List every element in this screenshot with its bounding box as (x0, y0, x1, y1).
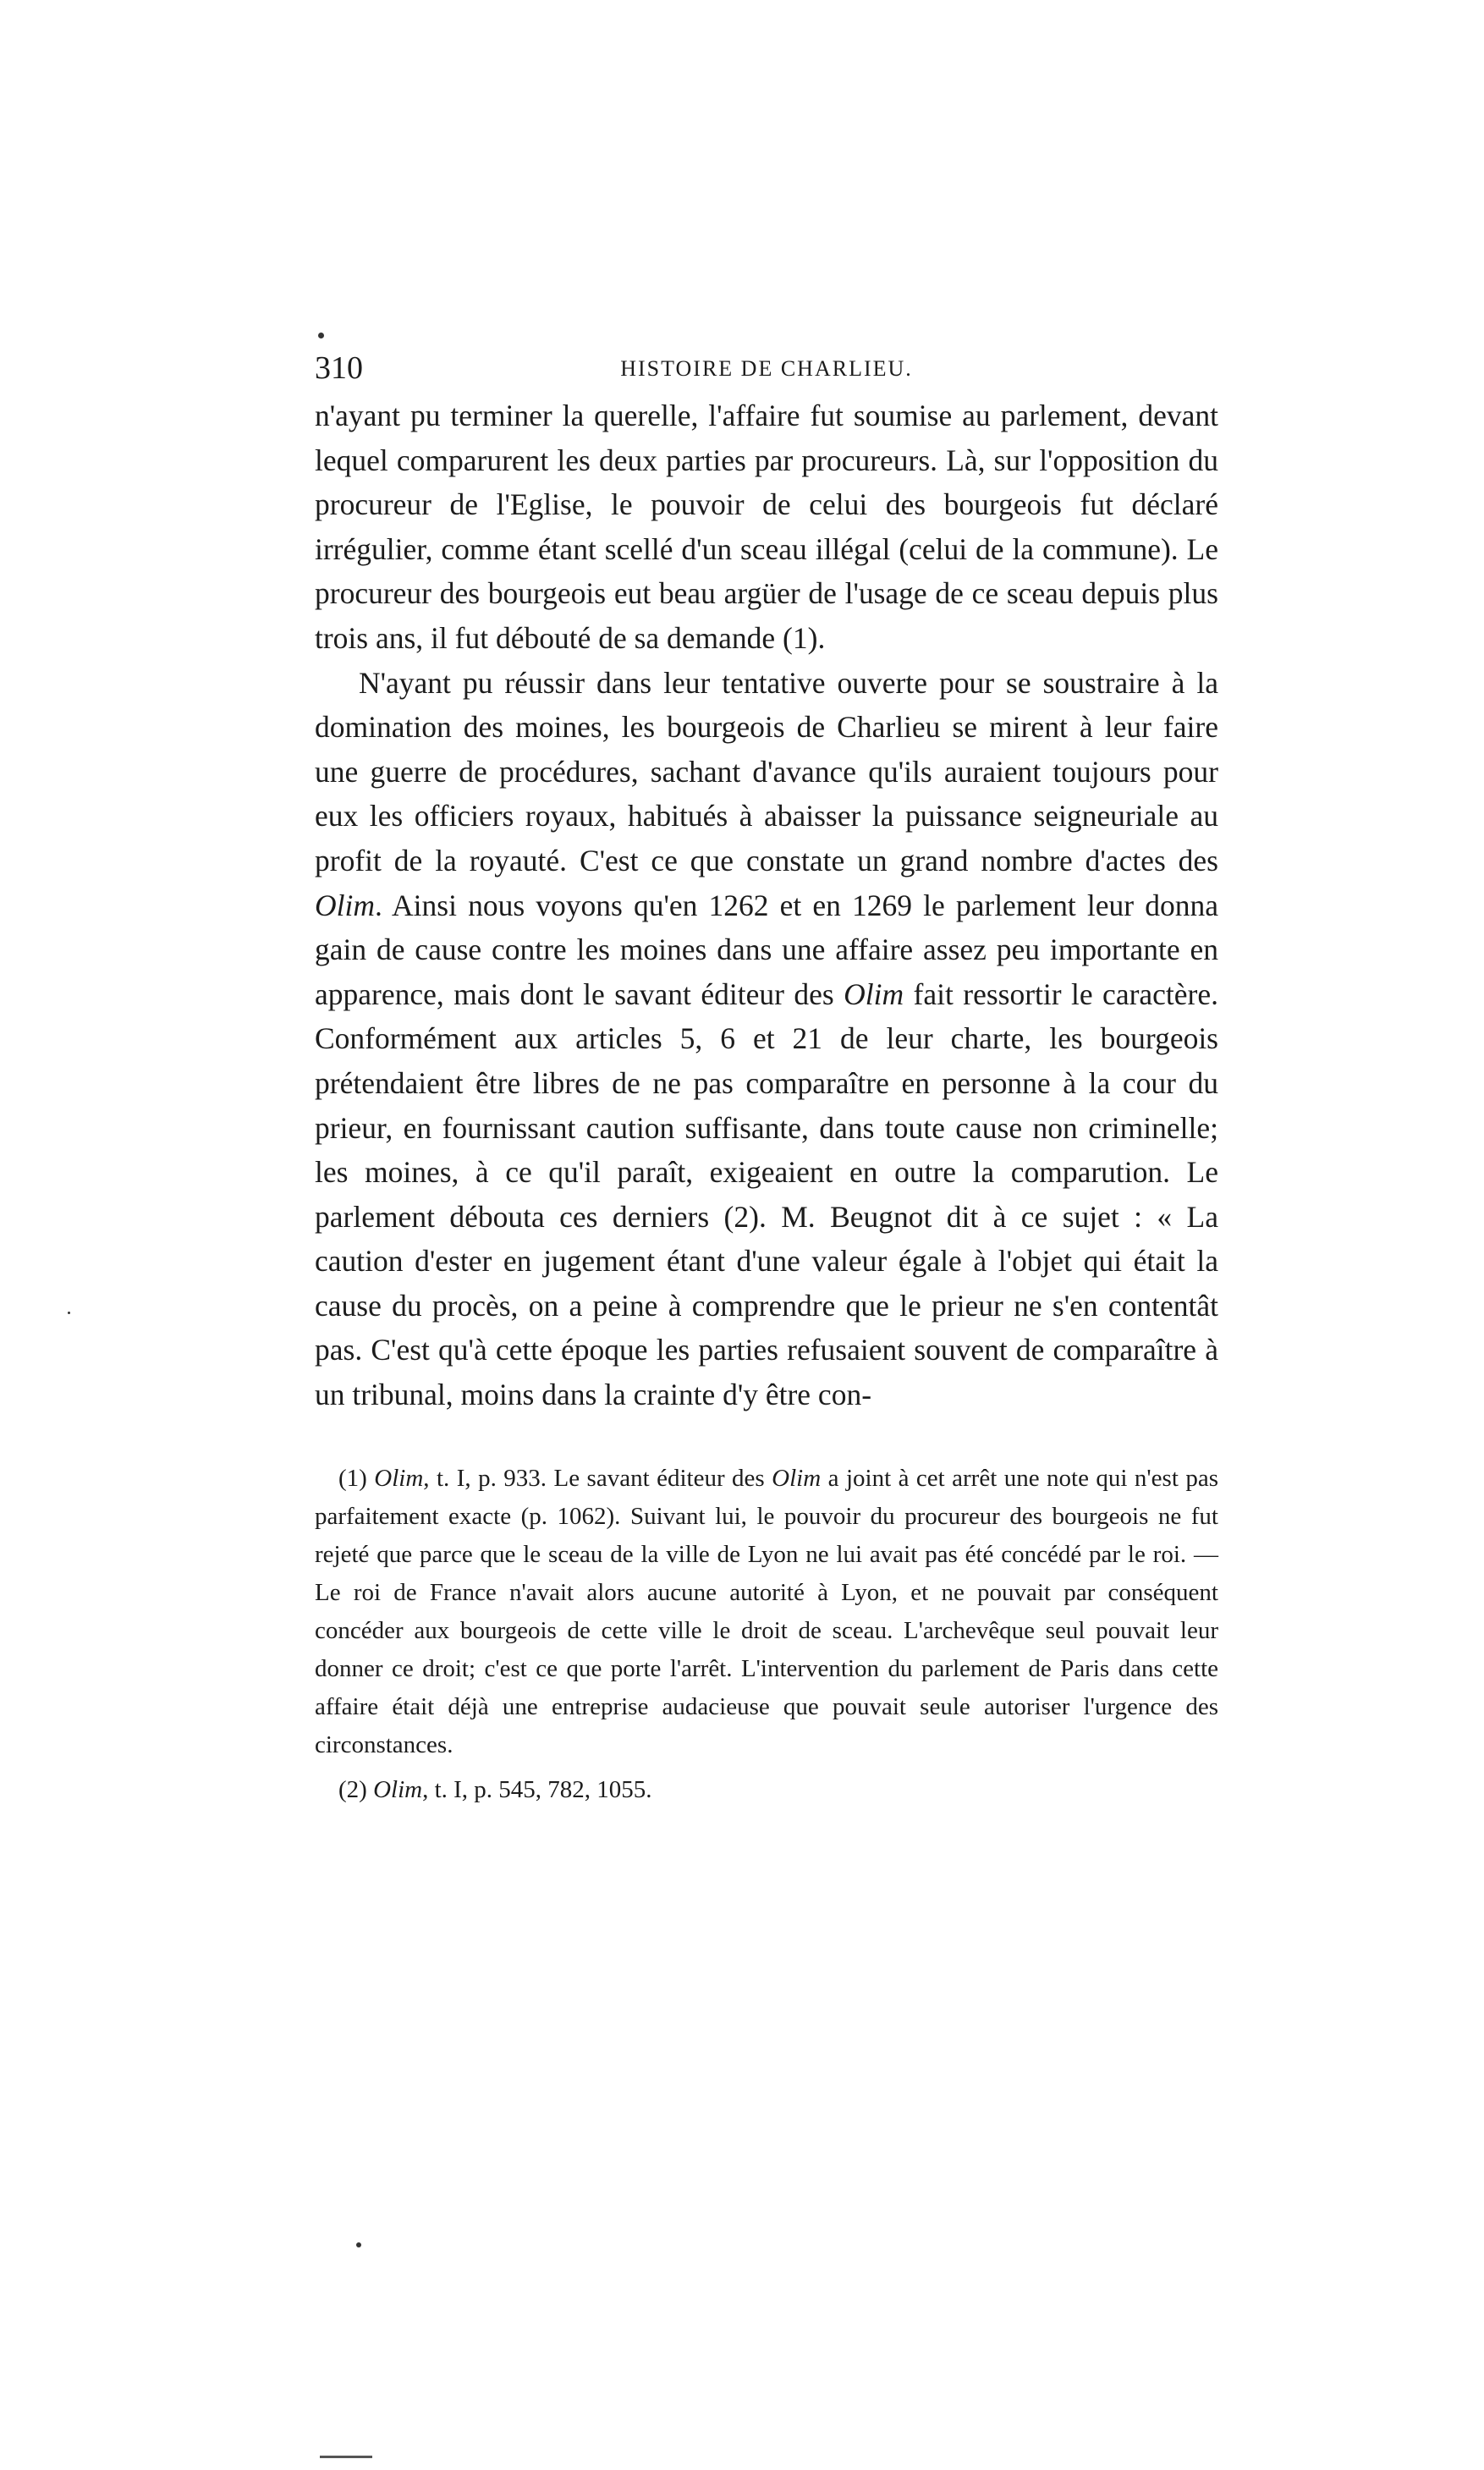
footnote-2 (315, 1771, 1218, 1809)
paragraph-2 (315, 661, 1218, 1417)
page-number: 310 (315, 350, 363, 386)
olim-italic: Olim (844, 976, 904, 1011)
footnote-1-marker: (1) (338, 1464, 375, 1492)
paragraph-2-text: . Ainsi nous voyons qu'en 1262 et en 1269 le parlement leur donna gain de cause contre les moines dans une affaire assez peu importante en apparence, mais dont le savant éditeur des (315, 888, 1218, 1011)
scan-mark (320, 2456, 372, 2458)
footnote-2-marker: (2) (338, 1775, 374, 1803)
footnote-1-text: , t. I, p. 933. Le savant éditeur des (423, 1464, 772, 1492)
paragraph-1-text: n'ayant pu terminer la querelle, l'affaire fut soumise au parlement, devant lequel comparurent les deux parties par procureurs. Là, sur l'opposition du procureur de l'Eglise, le pouvoir de celui des bourgeois fut déclaré irrégulier, comme étant scellé d'un sceau illégal (celui de la commune). Le procureur des bourgeois eut beau argüer de l'usage de ce sceau depuis plus trois ans, il fut débouté de sa demande (1). (315, 399, 1218, 655)
footnote-1-text: a joint à cet arrêt une note qui n'est pas parfaitement exacte (p. 1062). Suivant lui, le pouvoir du procureur des bourgeois ne fut rejeté que parce que le sceau de la ville de Lyon ne lui avait pas été concédé par le roi. — Le roi de France n'avait alors aucune autorité à Lyon, et ne pouvait par conséquent concéder aux bourgeois de cette ville le droit de sceau. L'archevêque seul pouvait leur donner ce droit; c'est ce que porte l'arrêt. L'intervention du parlement de Paris dans cette affaire était déjà une entreprise audacieuse que pouvait seule autoriser l'urgence des circonstances. (315, 1464, 1218, 1758)
footnote-1 (315, 1460, 1218, 1764)
olim-italic: Olim (374, 1464, 424, 1492)
olim-italic: Olim (772, 1464, 822, 1492)
paragraph-2-text: fait ressortir le caractère. Conformément aux articles 5, 6 et 21 de leur charte, les bourgeois prétendaient être libres de ne pas comparaître en personne à la cour du prieur, en fournissant caution suffisante, dans toute cause non criminelle; les moines, à ce qu'il paraît, exigeaient en outre la comparution. Le parlement débouta ces derniers (2). M. Beugnot dit à ce sujet : « La caution d'ester en jugement étant d'une valeur égale à l'objet qui était la cause du procès, on a peine à comprendre que le prieur ne s'en contentât pas. C'est qu'à cette époque les parties refusaient souvent de comparaître à un tribunal, moins dans la crainte d'y être con- (315, 976, 1218, 1412)
paragraph-2-text: N'ayant pu réussir dans leur tentative ouverte pour se soustraire à la domination des moines, les bourgeois de Charlieu se mirent à leur faire une guerre de procédures, sachant d'avance qu'ils auraient toujours pour eux les officiers royaux, habitués à abaisser la puissance seigneuriale au profit de la royauté. C'est ce que constate un grand nombre d'actes des (315, 665, 1218, 877)
footnote-2-text: , t. I, p. 545, 782, 1055. (422, 1775, 652, 1803)
book-page (315, 343, 1218, 1809)
page-header (315, 343, 1218, 393)
olim-italic: Olim (315, 888, 375, 922)
main-text (315, 393, 1218, 1417)
paragraph-1 (315, 393, 1218, 661)
running-title: HISTOIRE DE CHARLIEU. (620, 356, 913, 381)
scan-speck (318, 333, 324, 338)
footnotes (315, 1460, 1218, 1809)
scan-speck (68, 1312, 70, 1314)
olim-italic: Olim (373, 1775, 423, 1803)
scan-speck (356, 2242, 361, 2247)
